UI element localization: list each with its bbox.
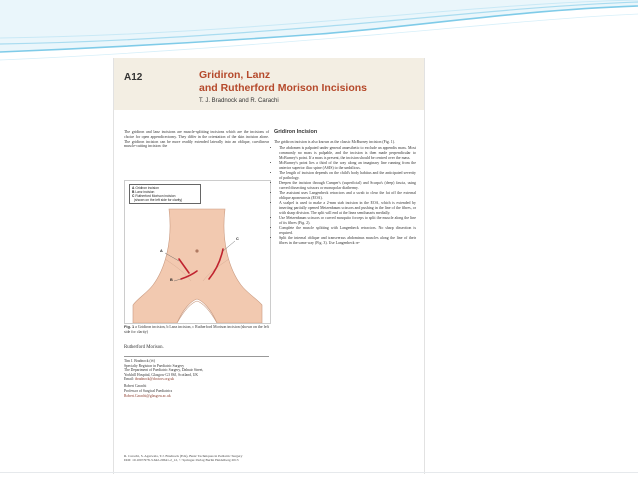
legend-item-a: A Gridiron incision: [132, 186, 159, 190]
legend-note: (shown on the left side for clarity): [133, 198, 183, 202]
step-item: • Use Metzenbaum scissors or curved mosquito forceps to split the muscle along the line of its fibres (Fig. 2).: [279, 216, 416, 226]
caption-text: a Gridiron incision, b Lanz incision, c Rutherford Morison incision (shown on the left side for clarity): [124, 325, 269, 334]
citation-line-1: R. Carachi, S. Agarwala, T.J. Bradnock (Eds), Basic Techniques in Pediatric Surgery: [124, 454, 243, 458]
main-column: [274, 140, 416, 246]
step-item: • Complete the muscle splitting with Langenbeck retractors. No sharp dissection is required.: [279, 226, 416, 236]
coauthor-email-link[interactable]: Robert.Carachi@glasgow.ac.uk: [124, 393, 171, 398]
figure-label-a: A: [160, 249, 163, 253]
figure-caption: [124, 325, 269, 335]
step-item: • Deepen the incision through Camper's (superficial) and Scarpa's (deep) fascia, using curved dissecting scissors or monopolar diathermy.: [279, 181, 416, 191]
title-line-1: Gridiron, Lanz: [199, 69, 271, 81]
figure-label-b: B: [170, 278, 173, 282]
legend-item-b: B Lanz incision: [132, 190, 155, 194]
paper-page: [113, 58, 425, 474]
slide-bottom-rule: [0, 472, 638, 473]
figure-legend: [129, 184, 201, 204]
procedure-steps: [274, 146, 416, 245]
step-item: • The assistant uses Langenbeck retractors and a swab to clear the fat off the external oblique aponeurosis (EOA).: [279, 191, 416, 201]
step-item: • A scalpel is used to make a 2-mm stab incision in the EOA, which is extended by inserting partially opened Metzenbaum scissors and pushing in the line of the fibres, or with sharp division. The split will end at the linea semilunaris medially.: [279, 201, 416, 215]
step-item: • The length of incision depends on the child's body habitus and the anticipated severity of pathology.: [279, 171, 416, 181]
legend-item-c: C Rutherford Morison incision: [132, 194, 176, 198]
author-affiliations: [124, 356, 269, 401]
section-intro: The gridiron incision is also known as the classic McBurney incision (Fig. 1).: [274, 140, 396, 144]
intro-paragraph: The gridiron and lanz incisions are muscle-splitting incisions which are the incisions of choice for open appendicectomy. They differ in the orientation of the skin incision alone. The gridiron incision can be more readily extended laterally into an oblique, curvilinear muscle-cutting incision: the: [124, 130, 269, 149]
figure-label-c: C: [236, 237, 239, 241]
paper-title: [199, 69, 367, 94]
affiliation-2: Robert Carachi Professor of Surgical Paediatrics Robert.Carachi@glasgow.ac.uk: [124, 384, 173, 398]
step-item: • The abdomen is palpated under general anaesthetic to exclude an appendix mass. Most commonly no mass is palpable, and the incision is then made perpendicular to McBurney's point. If a mass is present, the incision should be centred over the mass.: [279, 146, 416, 160]
signoff: Rutherford Morison.: [124, 345, 164, 350]
paper-authors: T. J. Bradnock and R. Carachi: [199, 98, 279, 104]
chapter-number: A12: [124, 72, 143, 83]
figure-incisions: [124, 180, 271, 324]
step-item: • McBurney's point lies a third of the way along an imaginary line running from the anterior superior iliac spine (ASIS) to the umbilicus.: [279, 161, 416, 171]
citation-footer: [124, 454, 414, 463]
title-line-2: and Rutherford Morison Incisions: [199, 81, 368, 94]
section-heading: Gridiron Incision: [274, 129, 318, 135]
affiliation-1: Tim J. Bradnock (✉) Specialty Registrar in Paediatric Surgery The Department of Paediatric Surgery, Dalnair Street, Yorkhill Hospital, Glasgow G3 8SJ, Scotland, UK Email: tbradnock@doctors.org.uk: [124, 359, 204, 382]
citation-line-2: DOI: 10.1007/978-3-642-20641-2_12, © Springer-Verlag Berlin Heidelberg 2013: [124, 458, 239, 463]
caption-label: Fig. 1: [124, 324, 135, 329]
intro-column: [124, 130, 269, 151]
step-item: • Split the internal oblique and transversus abdominus muscles along the line of their fibres in the same way (Fig. 3). Use Langenbeck re-: [279, 236, 416, 246]
author-email-link[interactable]: tbradnock@doctors.org.uk: [134, 377, 175, 382]
